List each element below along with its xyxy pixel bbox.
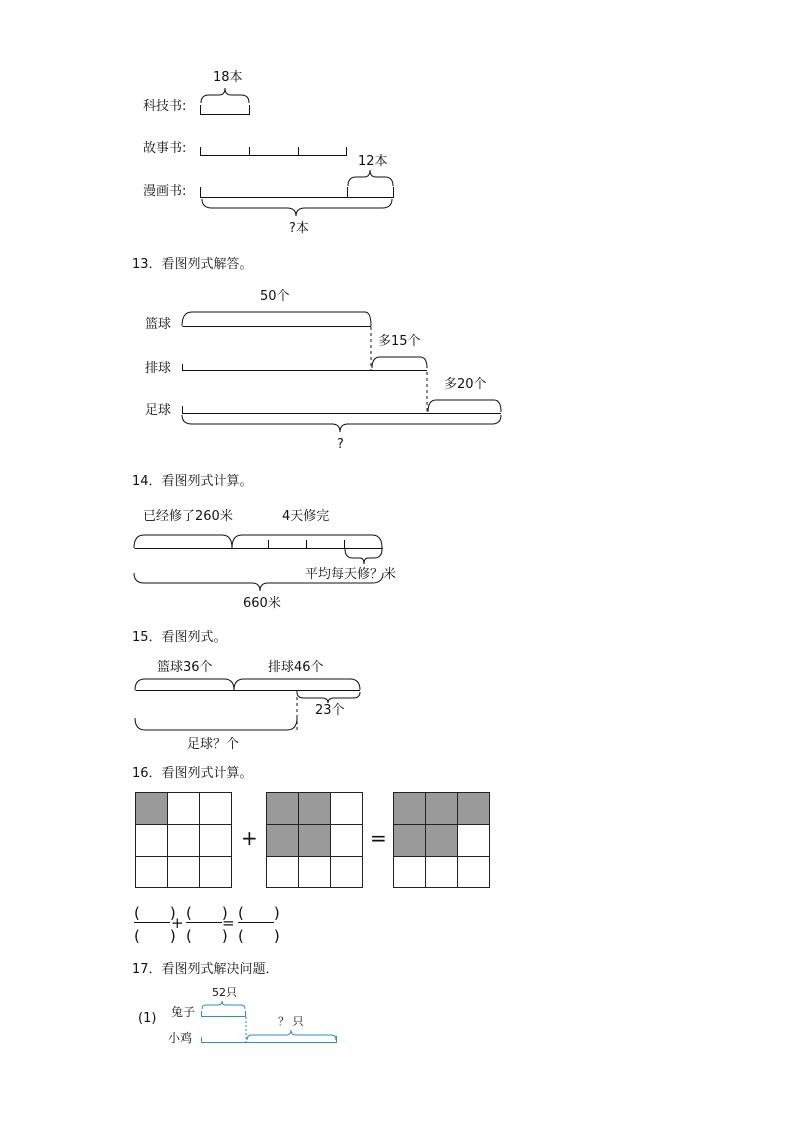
- per-day-brace: [345, 549, 382, 564]
- football-question-brace: [135, 718, 297, 730]
- part-1-label: (1): [138, 1011, 157, 1026]
- q13-total-label: ?: [337, 437, 344, 452]
- fraction-3-denominator[interactable]: ( ): [238, 927, 280, 945]
- per-day-label: 平均每天修？米: [305, 567, 397, 582]
- extra-brace: [348, 170, 393, 186]
- total-brace: [202, 199, 392, 216]
- volleyball-46-brace: [234, 679, 360, 690]
- diff-23-brace: [297, 692, 360, 703]
- rabbit-brace: [202, 1001, 245, 1009]
- rabbit-bar: [202, 1011, 247, 1017]
- q17-bars: [202, 1001, 338, 1043]
- volleyball-bar: [183, 364, 428, 371]
- q14-total-label: 660米: [243, 596, 281, 611]
- q13-title: 13．看图列式解答。: [132, 257, 253, 272]
- total-books-label: ?本: [289, 221, 309, 236]
- volleyball-label: 排球: [145, 361, 172, 376]
- basketball-36-label: 篮球36个: [157, 660, 213, 675]
- q14-bars: [134, 535, 383, 591]
- more-volleyball-label: 多15个: [378, 334, 421, 349]
- equals-sign: =: [370, 826, 387, 850]
- grid-c: [393, 792, 490, 888]
- chicken-bar: [202, 1036, 338, 1043]
- fraction-equals: =: [222, 914, 235, 932]
- done-brace: [134, 535, 232, 548]
- volleyball-extra-brace: [372, 357, 427, 368]
- grid-a-shaded-cell: [135, 792, 167, 824]
- comic-books-label: 漫画书:: [143, 184, 187, 199]
- q15-title: 15．看图列式。: [132, 630, 227, 645]
- grid-b: [266, 792, 363, 888]
- q17-title: 17．看图列式解决问题．: [132, 962, 279, 977]
- fraction-3-numerator[interactable]: ( ): [238, 904, 280, 922]
- more-football-label: 多20个: [444, 377, 487, 392]
- q13-bars: [182, 312, 501, 432]
- football-question-label: 足球？个: [187, 737, 240, 752]
- chicken-label: 小鸡: [168, 1031, 193, 1045]
- football-extra-brace: [428, 400, 501, 412]
- q16-title: 16．看图列式计算。: [132, 766, 253, 781]
- tech-amount-brace: [201, 88, 249, 103]
- comic-books-bar: [201, 170, 395, 216]
- q14-total-brace: [134, 573, 383, 591]
- done-label: 已经修了260米: [143, 509, 233, 524]
- q14-title: 14．看图列式计算。: [132, 474, 253, 489]
- story-books-label: 故事书:: [143, 141, 187, 156]
- basketball-top-brace: [182, 312, 371, 326]
- basketball-36-brace: [135, 679, 234, 690]
- plus-sign: +: [241, 826, 258, 850]
- chicken-brace: [247, 1030, 336, 1040]
- fraction-2-numerator[interactable]: ( ): [186, 904, 228, 922]
- fraction-1-numerator[interactable]: ( ): [134, 904, 176, 922]
- rabbit-amount-label: 52只: [212, 986, 237, 999]
- football-label: 足球: [145, 403, 172, 418]
- grid-a: [135, 792, 232, 888]
- q15-bars: [135, 679, 360, 730]
- tech-books-label: 科技书:: [143, 99, 187, 114]
- tech-books-bar: [201, 88, 250, 115]
- fraction-1-denominator[interactable]: ( ): [134, 927, 176, 945]
- fraction-plus: +: [171, 914, 184, 932]
- extra-amount-label: 12本: [358, 154, 388, 169]
- diff-23-label: 23个: [315, 703, 345, 718]
- chicken-question-label: ？ 只: [278, 1015, 304, 1028]
- rabbit-label: 兔子: [171, 1005, 196, 1019]
- basketball-label: 篮球: [145, 317, 172, 332]
- story-books-bar: [201, 147, 348, 156]
- q13-total-brace: [182, 415, 501, 432]
- four-days-label: 4天修完: [282, 509, 330, 524]
- fraction-2-denominator[interactable]: ( ): [186, 927, 228, 945]
- tech-amount-label: 18本: [213, 70, 243, 85]
- football-bar: [183, 406, 502, 414]
- basketball-amount-label: 50个: [260, 289, 290, 304]
- volleyball-46-label: 排球46个: [268, 660, 324, 675]
